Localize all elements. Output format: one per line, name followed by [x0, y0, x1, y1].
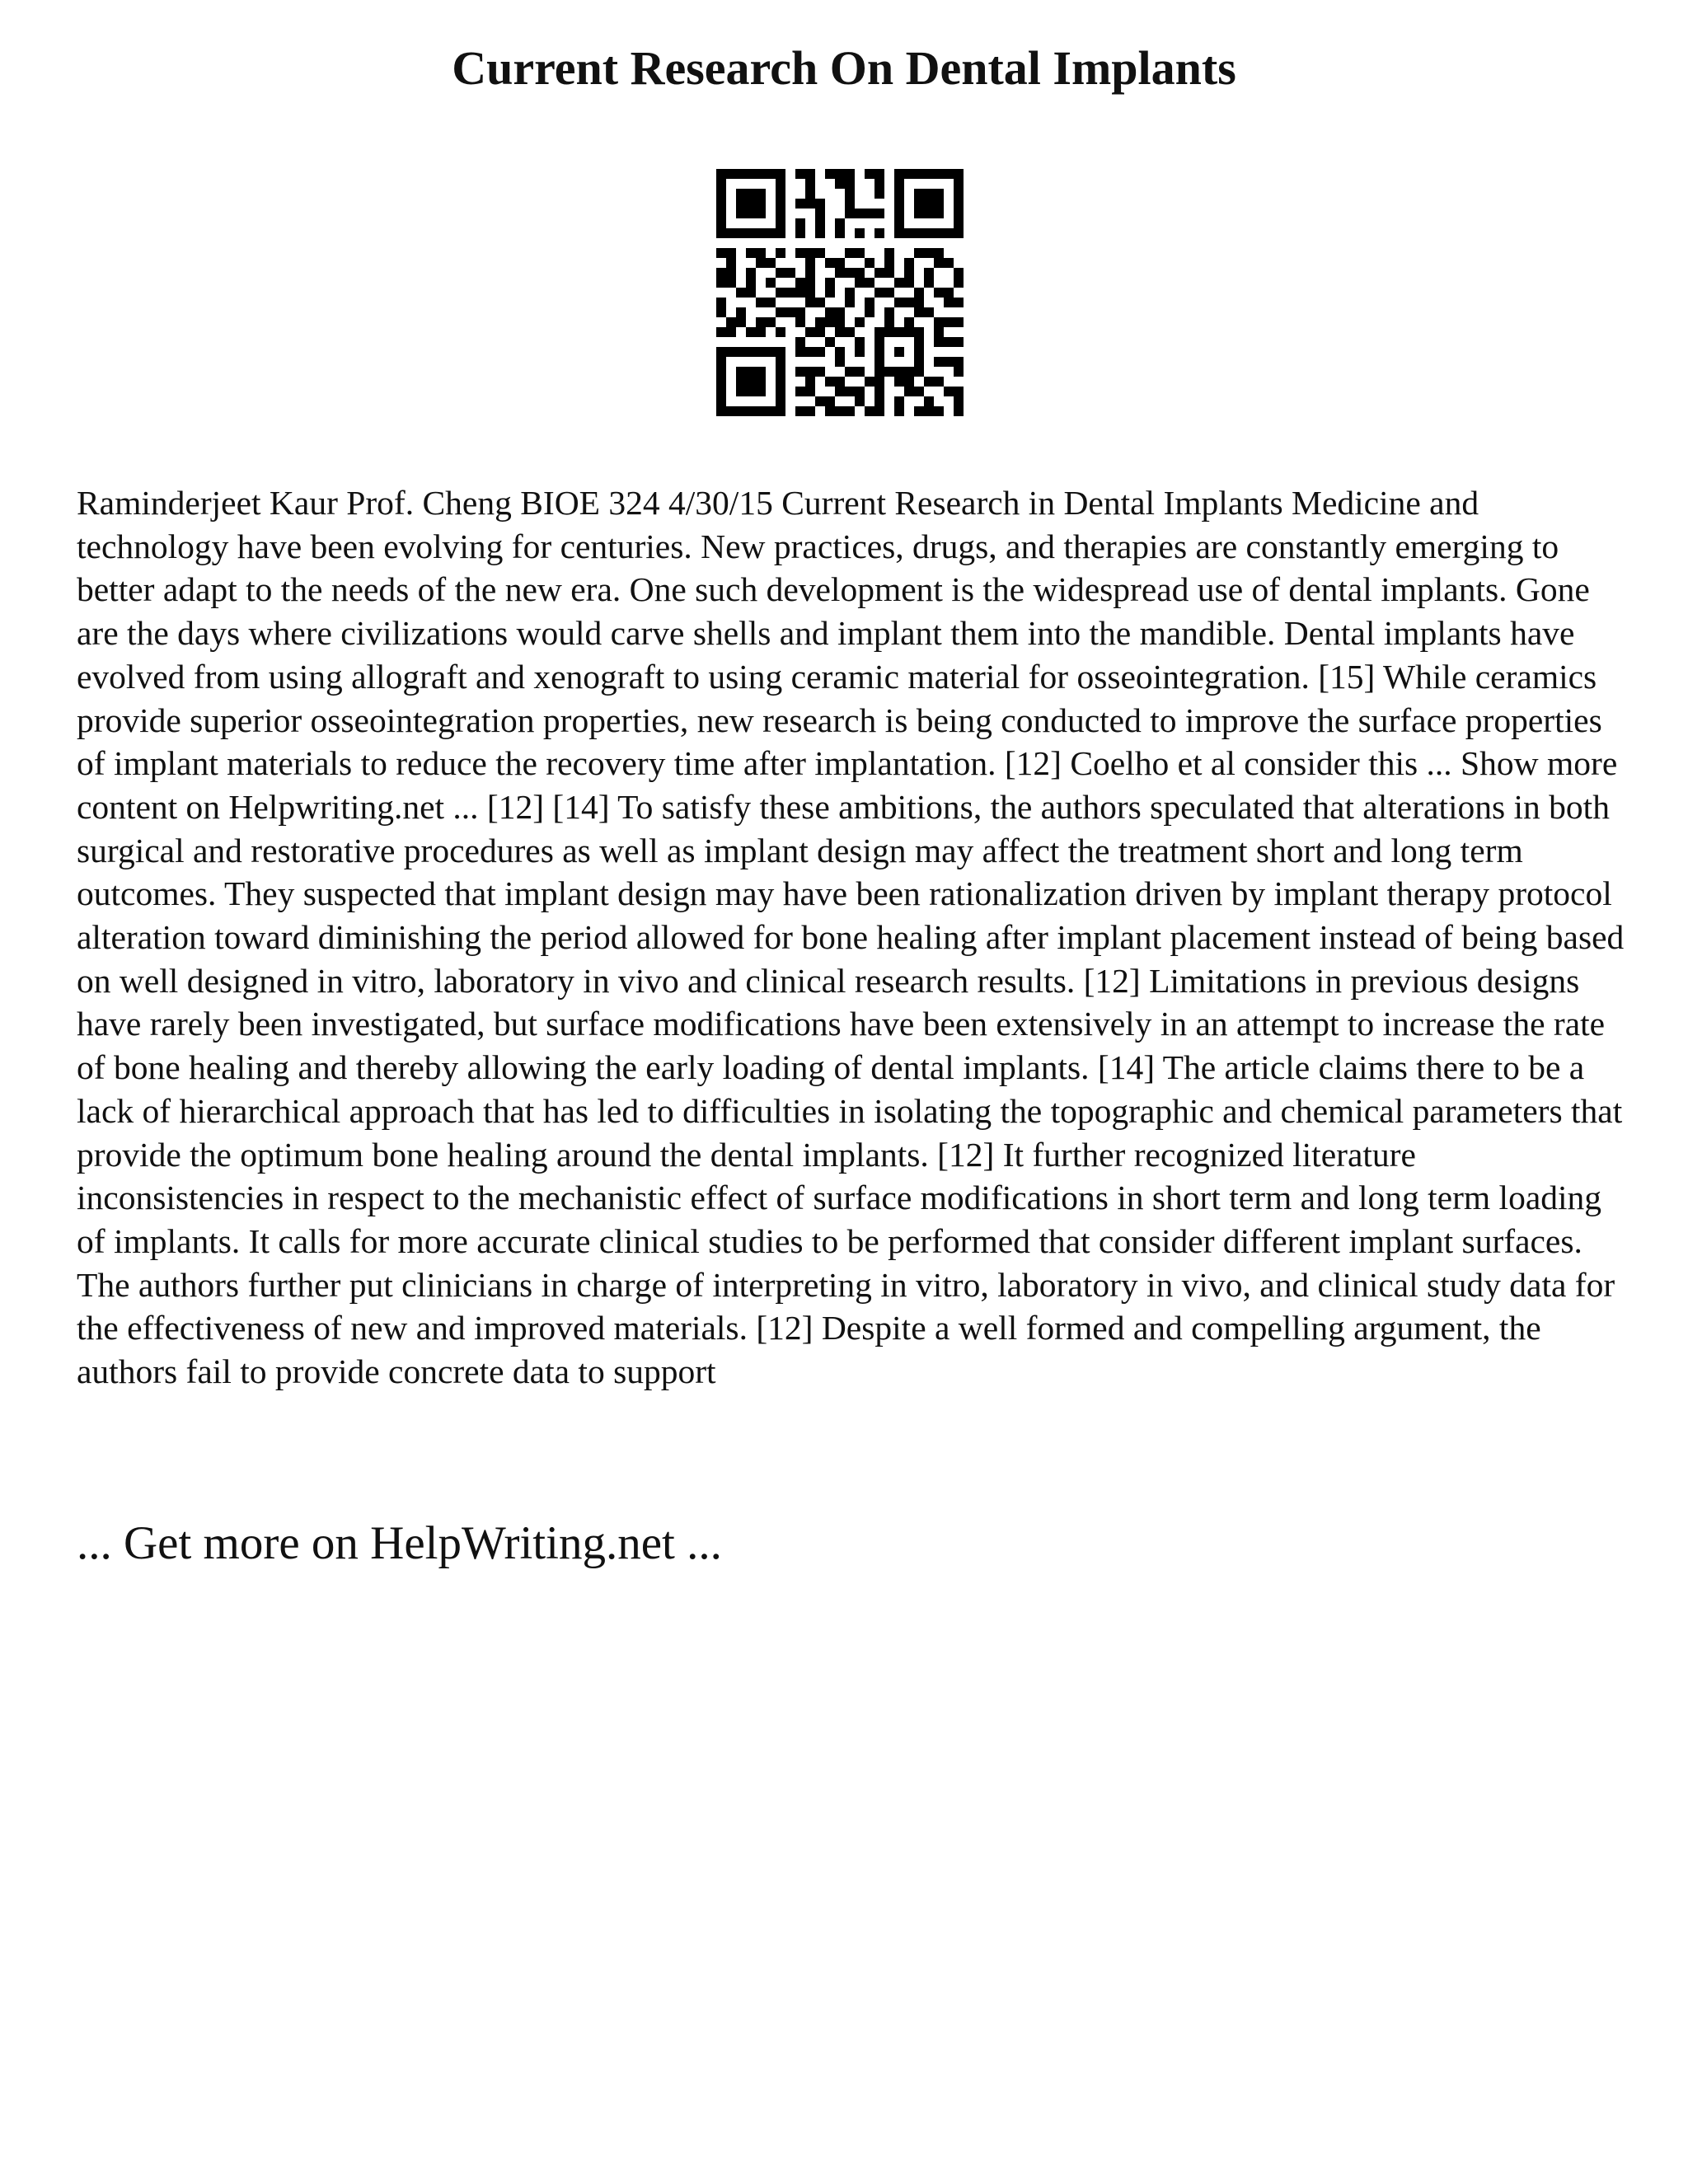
get-more-link[interactable]: ... Get more on HelpWriting.net ...: [77, 1517, 722, 1569]
page-title: Current Research On Dental Implants: [452, 41, 1236, 95]
qr-code-icon: [716, 169, 964, 416]
article-excerpt: Raminderjeet Kaur Prof. Cheng BIOE 324 4/30/15 Current Research in Dental Implants Medicine and technology have been evolving for centuries. New practices, drugs, and therapies are constantly emerging to better adapt to the needs of the new era. One such development is the widespread use of dental implants. Gone are the days where civilizations would carve shells and implant them into the mandible. Dental implants have evolved from using allograft and xenograft to using ceramic material for osseointegration. [15] While ceramics provide superior osseointegration properties, new research is being conducted to improve the surface properties of implant materials to reduce the recovery time after implantation. [12] Coelho et al consider this ... Show more content on Helpwriting.net ... [12] [14] To satisfy these ambitions, the authors speculated that alterations in both surgical and restorative procedures as well as implant design may affect the treatment short and long term outcomes. They suspected that implant design may have been rationalization driven by implant therapy protocol alteration toward diminishing the period allowed for bone healing after implant placement instead of being based on well designed in vitro, laboratory in vivo and clinical research results. [12] Limitations in previous designs have rarely been investigated, but surface modifications have been extensively in an attempt to increase the rate of bone healing and thereby allowing the early loading of dental implants. [14] The article claims there to be a lack of hierarchical approach that has led to difficulties in isolating the topographic and chemical parameters that provide the optimum bone healing around the dental implants. [12] It further recognized literature inconsistencies in respect to the mechanistic effect of surface modifications in short term and long term loading of implants. It calls for more accurate clinical studies to be performed that consider different implant surfaces. The authors further put clinicians in charge of interpreting in vitro, laboratory in vivo, and clinical study data for the effectiveness of new and improved materials. [12] Despite a well formed and compelling argument, the authors fail to provide concrete data to support: [77, 484, 1625, 1391]
